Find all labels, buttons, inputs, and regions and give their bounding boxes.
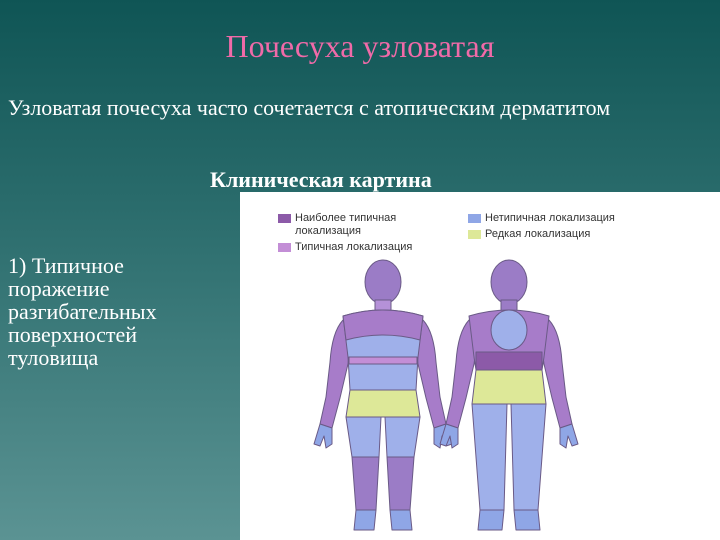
point-1-text: 1) Типичное поражение разгибательных поверхностей туловища [8,253,157,370]
legend-label: Типичная локализация [295,241,413,253]
body-illustration [240,192,720,540]
body-distribution-figure [240,192,720,540]
back-figure [440,260,578,530]
legend-label: Нетипичная локализация [485,212,615,224]
intro-text: Узловатая почесуха часто сочетается с атопическим дерматитом [8,95,611,120]
legend-label: Редкая локализация [485,228,591,240]
slide-title: Почесуха узловатая [225,28,495,64]
section-subtitle: Клиническая картина [210,167,432,192]
legend-label: Наиболее типичная локализация [295,212,397,237]
front-figure [314,260,452,530]
